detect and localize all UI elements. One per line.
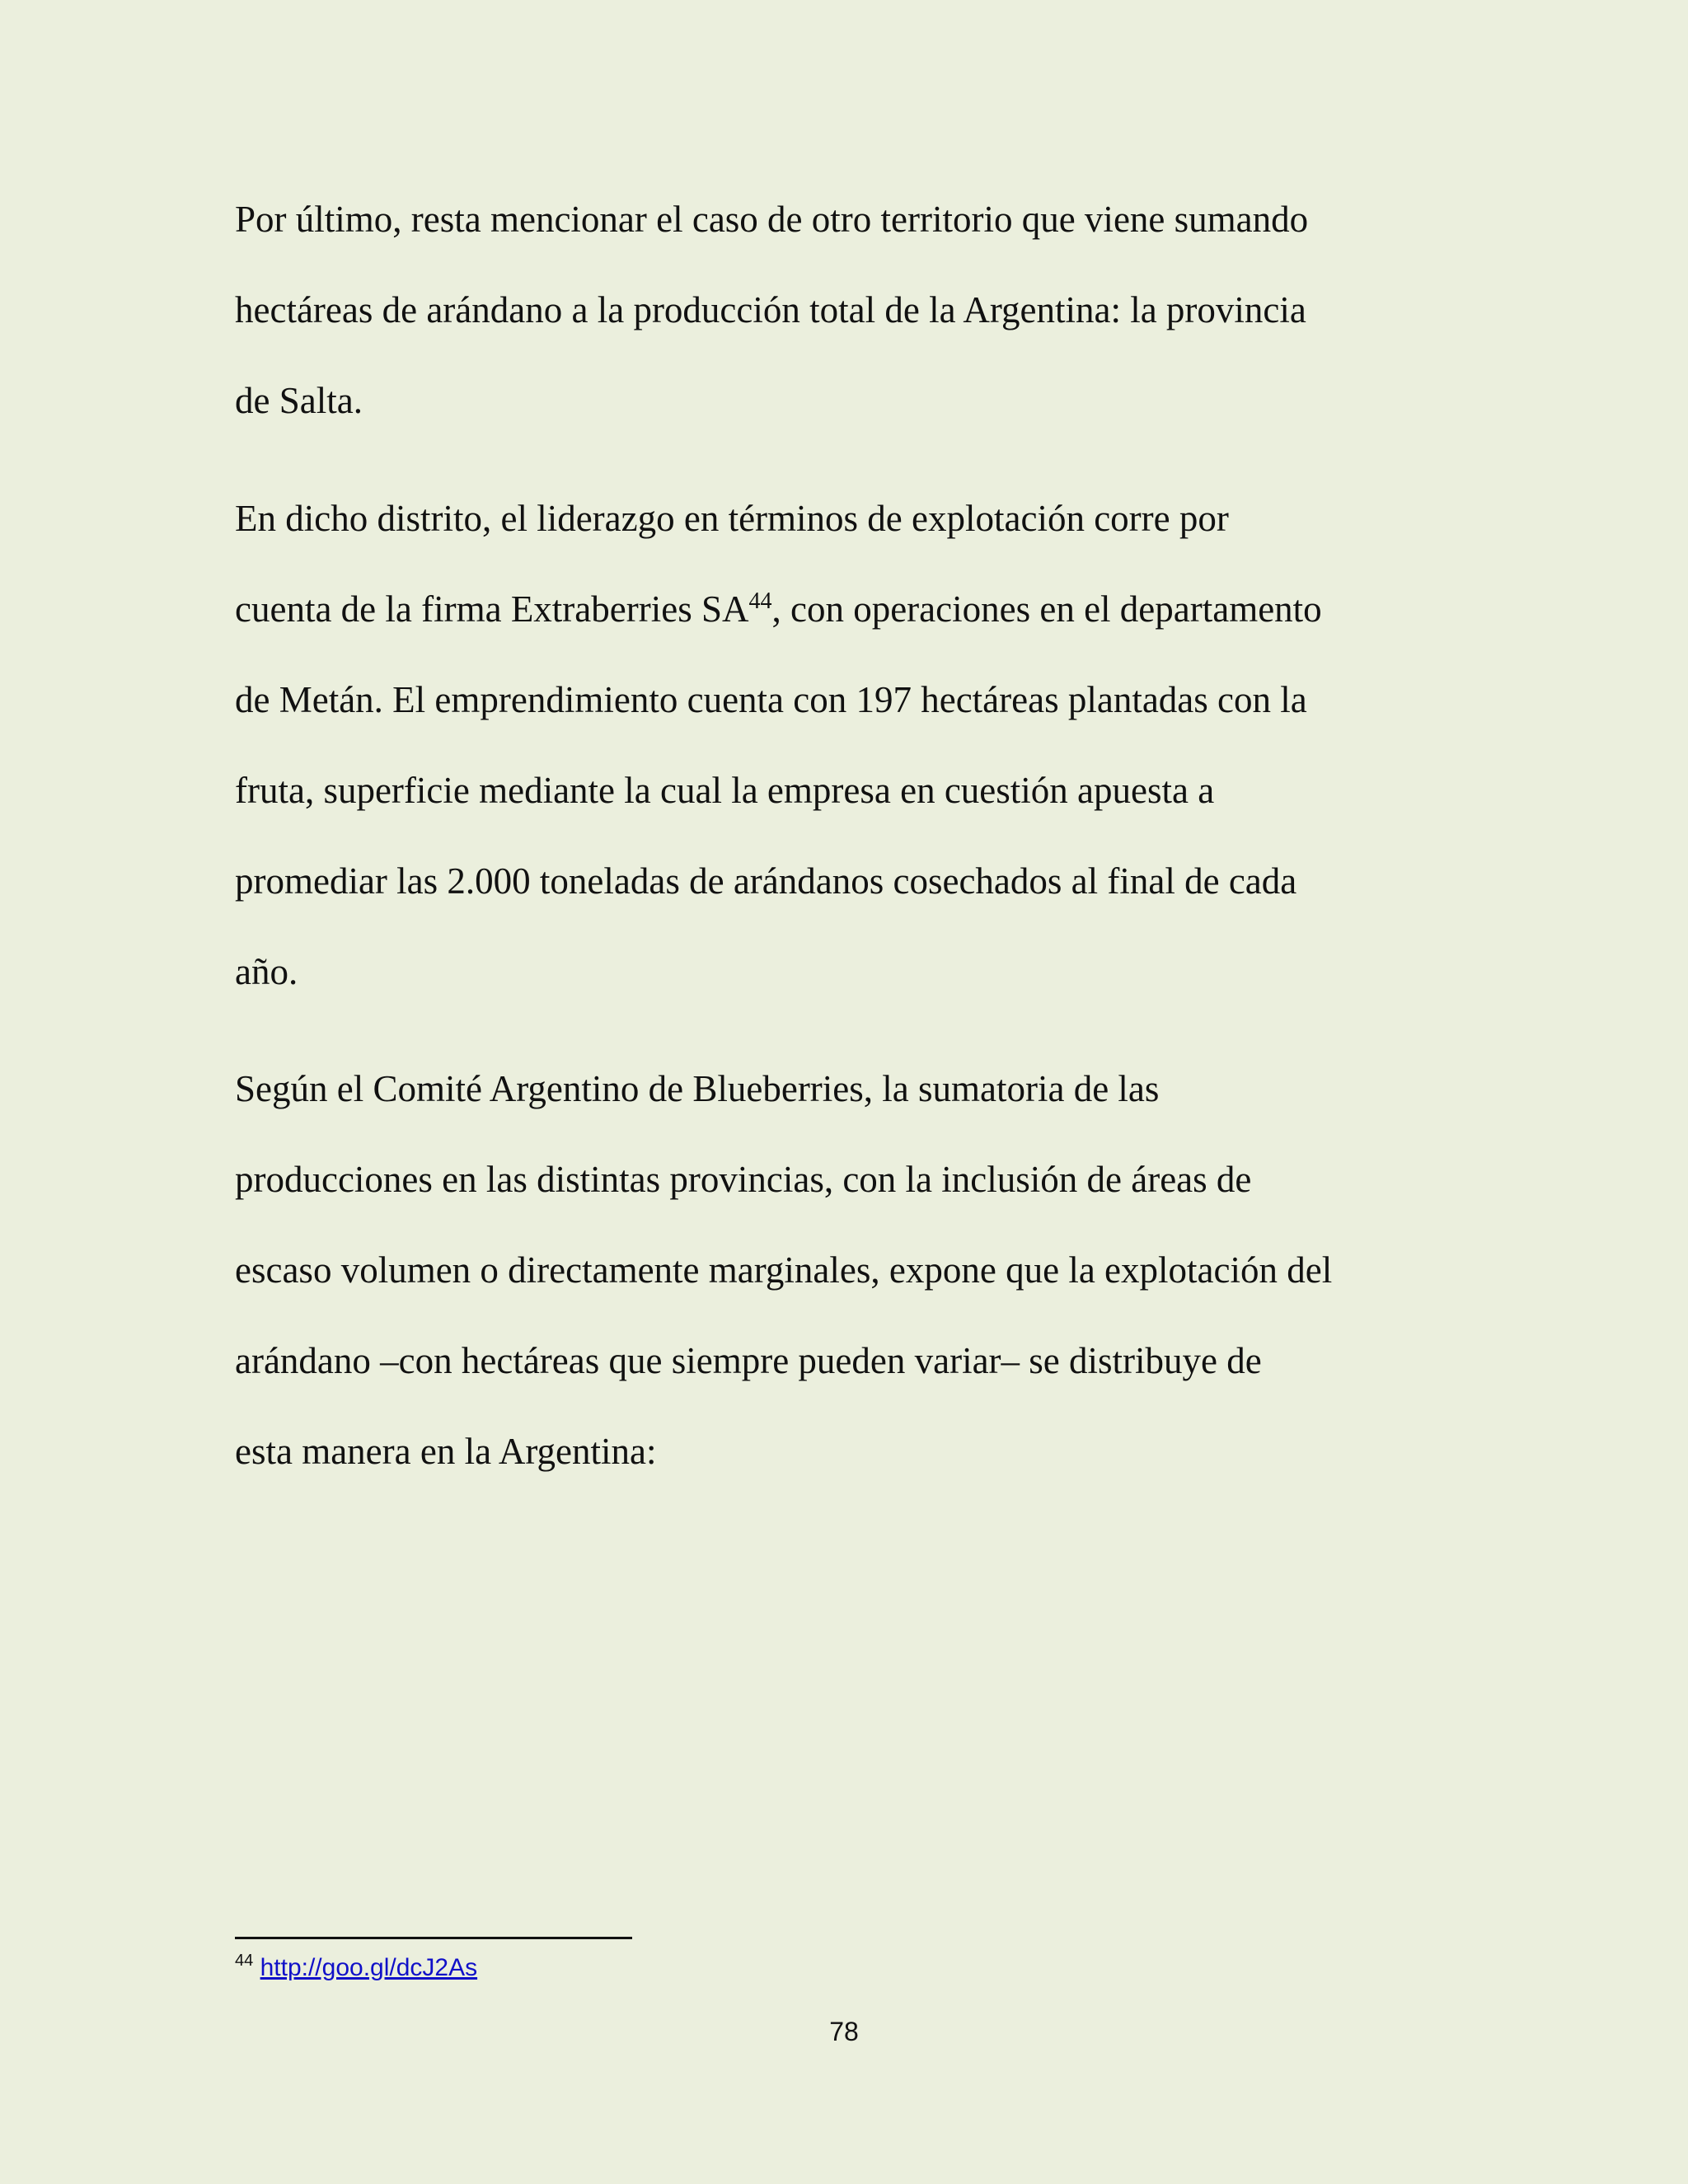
body-text-line: escaso volumen o directamente marginales, expone que la explotación del: [235, 1249, 1333, 1291]
body-text-line: Por último, resta mencionar el caso de otro territorio que viene sumando: [235, 199, 1309, 240]
body-text-line: año.: [235, 951, 298, 992]
footnote-link[interactable]: http://goo.gl/dcJ2As: [260, 1954, 478, 1981]
body-text-line: producciones en las distintas provincias, con la inclusión de áreas de: [235, 1159, 1252, 1200]
body-text-line: hectáreas de arándano a la producción total de la Argentina: la provincia: [235, 289, 1306, 330]
footnote-separator: [235, 1937, 632, 1939]
body-text-line: En dicho distrito, el liderazgo en términos de explotación corre por: [235, 498, 1229, 539]
text-segment: , con operaciones en el departamento: [771, 588, 1322, 630]
text-segment: cuenta de la firma Extraberries SA: [235, 588, 749, 630]
body-text-line: promediar las 2.000 toneladas de arándanos cosechados al final de cada: [235, 860, 1297, 902]
page-number: 78: [829, 2017, 859, 2046]
body-text-line: fruta, superficie mediante la cual la empresa en cuestión apuesta a: [235, 770, 1215, 811]
footnote-reference[interactable]: 44: [748, 588, 772, 614]
footnote: [235, 1952, 477, 1985]
body-text-line: esta manera en la Argentina:: [235, 1431, 657, 1472]
body-text-line-with-footnote-ref: [235, 584, 1322, 634]
body-text-line: arándano –con hectáreas que siempre pueden variar– se distribuye de: [235, 1340, 1262, 1381]
body-text-line: Según el Comité Argentino de Blueberries, la sumatoria de las: [235, 1068, 1160, 1109]
body-text-line: de Salta.: [235, 380, 363, 421]
footnote-number: 44: [235, 1952, 254, 1970]
body-text-line: de Metán. El emprendimiento cuenta con 197 hectáreas plantadas con la: [235, 679, 1307, 720]
